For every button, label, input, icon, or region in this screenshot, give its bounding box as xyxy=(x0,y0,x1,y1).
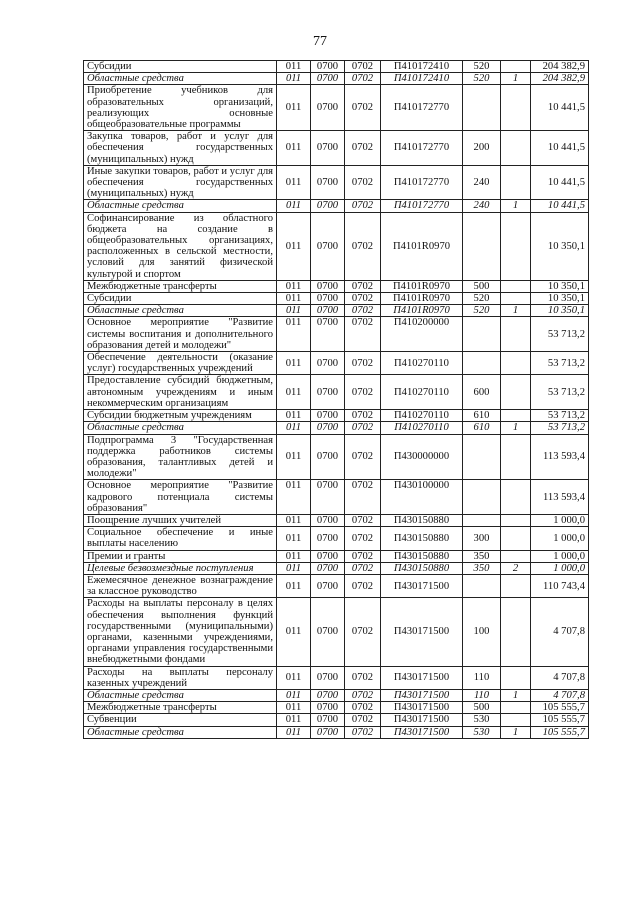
row-name: Основное мероприятие "Развитие системы воспитания и дополнительного образования детей и молодежи" xyxy=(84,317,277,352)
row-expense-type-code: 500 xyxy=(463,702,501,714)
table-row xyxy=(84,165,589,200)
row-amount: 10 350,1 xyxy=(531,305,589,317)
row-source-code: 1 xyxy=(501,200,531,212)
row-section-code: 0700 xyxy=(311,514,345,526)
row-subsection-code: 0702 xyxy=(345,73,381,85)
row-grbs-code: 011 xyxy=(277,61,311,73)
table-row xyxy=(84,666,589,689)
row-name: Субсидии xyxy=(84,293,277,305)
row-section-code: 0700 xyxy=(311,73,345,85)
table-row xyxy=(84,689,589,701)
row-target-article-code: П410172410 xyxy=(381,73,463,85)
row-source-code xyxy=(501,85,531,131)
row-source-code xyxy=(501,280,531,292)
row-source-code xyxy=(501,131,531,166)
row-source-code xyxy=(501,293,531,305)
row-target-article-code: П430171500 xyxy=(381,714,463,726)
row-subsection-code: 0702 xyxy=(345,305,381,317)
row-source-code: 1 xyxy=(501,73,531,85)
row-subsection-code: 0702 xyxy=(345,527,381,550)
table-row xyxy=(84,574,589,597)
table-row xyxy=(84,514,589,526)
row-grbs-code: 011 xyxy=(277,212,311,280)
row-source-code xyxy=(501,714,531,726)
row-subsection-code: 0702 xyxy=(345,726,381,738)
row-grbs-code: 011 xyxy=(277,514,311,526)
row-grbs-code: 011 xyxy=(277,165,311,200)
row-subsection-code: 0702 xyxy=(345,352,381,375)
row-target-article-code: П410172410 xyxy=(381,61,463,73)
row-section-code: 0700 xyxy=(311,410,345,422)
row-target-article-code: П4101R0970 xyxy=(381,305,463,317)
row-grbs-code: 011 xyxy=(277,410,311,422)
row-source-code xyxy=(501,165,531,200)
row-name: Областные средства xyxy=(84,73,277,85)
row-name: Основное мероприятие "Развитие кадрового потенциала системы образования" xyxy=(84,480,277,515)
row-name: Предоставление субсидий бюджетным, автономным учреждениям и иным некоммерческим организациям xyxy=(84,375,277,410)
row-grbs-code: 011 xyxy=(277,434,311,480)
row-name: Расходы на выплаты персоналу в целях обеспечения выполнения функций государственными (муниципальными) органами, казенными учреждениями, органами управления государственными внебюджетными фондами xyxy=(84,598,277,666)
row-expense-type-code: 520 xyxy=(463,73,501,85)
row-expense-type-code xyxy=(463,317,501,352)
row-grbs-code: 011 xyxy=(277,527,311,550)
row-subsection-code: 0702 xyxy=(345,598,381,666)
row-source-code xyxy=(501,410,531,422)
row-grbs-code: 011 xyxy=(277,73,311,85)
row-grbs-code: 011 xyxy=(277,422,311,434)
row-name: Межбюджетные трансферты xyxy=(84,702,277,714)
row-name: Социальное обеспечение и иные выплаты населению xyxy=(84,527,277,550)
row-expense-type-code: 350 xyxy=(463,550,501,562)
row-source-code xyxy=(501,598,531,666)
row-subsection-code: 0702 xyxy=(345,550,381,562)
table-row xyxy=(84,714,589,726)
row-amount: 105 555,7 xyxy=(531,702,589,714)
row-amount: 204 382,9 xyxy=(531,61,589,73)
table-row xyxy=(84,280,589,292)
row-expense-type-code: 300 xyxy=(463,527,501,550)
row-name: Областные средства xyxy=(84,689,277,701)
row-amount: 113 593,4 xyxy=(531,480,589,515)
row-name: Приобретение учебников для образовательных организаций, реализующих основные общеобразовательные программы xyxy=(84,85,277,131)
row-source-code xyxy=(501,666,531,689)
row-name: Субсидии xyxy=(84,61,277,73)
row-grbs-code: 011 xyxy=(277,550,311,562)
row-expense-type-code: 520 xyxy=(463,61,501,73)
table-row xyxy=(84,61,589,73)
row-name: Расходы на выплаты персоналу казенных учреждений xyxy=(84,666,277,689)
row-expense-type-code: 240 xyxy=(463,165,501,200)
row-target-article-code: П410270110 xyxy=(381,352,463,375)
row-grbs-code: 011 xyxy=(277,352,311,375)
row-source-code xyxy=(501,527,531,550)
row-target-article-code: П430171500 xyxy=(381,666,463,689)
row-amount: 53 713,2 xyxy=(531,352,589,375)
row-name: Подпрограмма 3 "Государственная поддержка работников системы образования, талантливых детей и молодежи" xyxy=(84,434,277,480)
row-expense-type-code: 240 xyxy=(463,200,501,212)
row-subsection-code: 0702 xyxy=(345,375,381,410)
row-target-article-code: П410270110 xyxy=(381,410,463,422)
row-subsection-code: 0702 xyxy=(345,212,381,280)
row-section-code: 0700 xyxy=(311,689,345,701)
table-row xyxy=(84,212,589,280)
row-amount: 10 350,1 xyxy=(531,212,589,280)
table-row xyxy=(84,293,589,305)
table-row xyxy=(84,726,589,738)
row-name: Софинансирование из областного бюджета на создание в общеобразовательных организациях, расположенных в сельской местности, условий для занятий физической культурой и спортом xyxy=(84,212,277,280)
row-expense-type-code: 530 xyxy=(463,726,501,738)
row-name: Областные средства xyxy=(84,422,277,434)
table-row xyxy=(84,527,589,550)
row-name: Областные средства xyxy=(84,305,277,317)
row-source-code xyxy=(501,514,531,526)
row-expense-type-code xyxy=(463,434,501,480)
row-grbs-code: 011 xyxy=(277,375,311,410)
row-grbs-code: 011 xyxy=(277,702,311,714)
row-target-article-code: П4101R0970 xyxy=(381,280,463,292)
row-amount: 10 441,5 xyxy=(531,131,589,166)
row-section-code: 0700 xyxy=(311,434,345,480)
table-row xyxy=(84,375,589,410)
row-name: Областные средства xyxy=(84,200,277,212)
row-grbs-code: 011 xyxy=(277,598,311,666)
row-amount: 113 593,4 xyxy=(531,434,589,480)
row-name: Поощрение лучших учителей xyxy=(84,514,277,526)
row-amount: 53 713,2 xyxy=(531,422,589,434)
row-expense-type-code: 610 xyxy=(463,410,501,422)
row-target-article-code: П430171500 xyxy=(381,598,463,666)
row-amount: 10 441,5 xyxy=(531,165,589,200)
row-target-article-code: П430000000 xyxy=(381,434,463,480)
row-amount: 110 743,4 xyxy=(531,574,589,597)
row-subsection-code: 0702 xyxy=(345,514,381,526)
table-row xyxy=(84,562,589,574)
row-grbs-code: 011 xyxy=(277,317,311,352)
row-subsection-code: 0702 xyxy=(345,480,381,515)
row-subsection-code: 0702 xyxy=(345,165,381,200)
row-name: Ежемесячное денежное вознаграждение за классное руководство xyxy=(84,574,277,597)
row-amount: 10 350,1 xyxy=(531,293,589,305)
row-name: Межбюджетные трансферты xyxy=(84,280,277,292)
row-name: Субсидии бюджетным учреждениям xyxy=(84,410,277,422)
row-subsection-code: 0702 xyxy=(345,131,381,166)
row-source-code: 1 xyxy=(501,726,531,738)
table-row xyxy=(84,85,589,131)
row-section-code: 0700 xyxy=(311,714,345,726)
row-expense-type-code: 600 xyxy=(463,375,501,410)
row-grbs-code: 011 xyxy=(277,666,311,689)
row-expense-type-code: 610 xyxy=(463,422,501,434)
page-number: 77 xyxy=(313,34,327,49)
row-source-code xyxy=(501,212,531,280)
row-target-article-code: П430150880 xyxy=(381,562,463,574)
row-expense-type-code xyxy=(463,352,501,375)
row-section-code: 0700 xyxy=(311,131,345,166)
row-amount: 53 713,2 xyxy=(531,375,589,410)
row-amount: 53 713,2 xyxy=(531,317,589,352)
row-expense-type-code: 110 xyxy=(463,666,501,689)
row-name: Премии и гранты xyxy=(84,550,277,562)
row-amount: 105 555,7 xyxy=(531,714,589,726)
row-target-article-code: П430100000 xyxy=(381,480,463,515)
row-subsection-code: 0702 xyxy=(345,714,381,726)
row-section-code: 0700 xyxy=(311,422,345,434)
row-expense-type-code xyxy=(463,574,501,597)
row-section-code: 0700 xyxy=(311,212,345,280)
row-section-code: 0700 xyxy=(311,61,345,73)
table-row xyxy=(84,598,589,666)
row-subsection-code: 0702 xyxy=(345,280,381,292)
row-grbs-code: 011 xyxy=(277,85,311,131)
row-source-code xyxy=(501,317,531,352)
row-grbs-code: 011 xyxy=(277,200,311,212)
row-amount: 10 441,5 xyxy=(531,200,589,212)
row-source-code xyxy=(501,434,531,480)
row-name: Областные средства xyxy=(84,726,277,738)
row-target-article-code: П4101R0970 xyxy=(381,293,463,305)
row-section-code: 0700 xyxy=(311,574,345,597)
row-target-article-code: П410172770 xyxy=(381,200,463,212)
row-name: Обеспечение деятельности (оказание услуг) государственных учреждений xyxy=(84,352,277,375)
row-expense-type-code: 530 xyxy=(463,714,501,726)
row-target-article-code: П4101R0970 xyxy=(381,212,463,280)
row-section-code: 0700 xyxy=(311,527,345,550)
table-row xyxy=(84,317,589,352)
row-section-code: 0700 xyxy=(311,165,345,200)
row-target-article-code: П410172770 xyxy=(381,131,463,166)
row-amount: 10 350,1 xyxy=(531,280,589,292)
row-amount: 204 382,9 xyxy=(531,73,589,85)
row-subsection-code: 0702 xyxy=(345,562,381,574)
row-section-code: 0700 xyxy=(311,293,345,305)
row-expense-type-code: 110 xyxy=(463,689,501,701)
row-grbs-code: 011 xyxy=(277,305,311,317)
row-grbs-code: 011 xyxy=(277,689,311,701)
row-section-code: 0700 xyxy=(311,305,345,317)
row-section-code: 0700 xyxy=(311,726,345,738)
table-row xyxy=(84,702,589,714)
row-section-code: 0700 xyxy=(311,317,345,352)
row-name: Целевые безвозмездные поступления xyxy=(84,562,277,574)
row-subsection-code: 0702 xyxy=(345,422,381,434)
row-source-code xyxy=(501,352,531,375)
row-grbs-code: 011 xyxy=(277,574,311,597)
row-amount: 1 000,0 xyxy=(531,562,589,574)
row-section-code: 0700 xyxy=(311,352,345,375)
row-subsection-code: 0702 xyxy=(345,85,381,131)
row-grbs-code: 011 xyxy=(277,280,311,292)
row-grbs-code: 011 xyxy=(277,131,311,166)
row-expense-type-code xyxy=(463,85,501,131)
row-expense-type-code: 350 xyxy=(463,562,501,574)
row-amount: 4 707,8 xyxy=(531,689,589,701)
row-amount: 105 555,7 xyxy=(531,726,589,738)
row-subsection-code: 0702 xyxy=(345,666,381,689)
row-grbs-code: 011 xyxy=(277,726,311,738)
row-section-code: 0700 xyxy=(311,562,345,574)
row-section-code: 0700 xyxy=(311,598,345,666)
row-grbs-code: 011 xyxy=(277,293,311,305)
row-amount: 1 000,0 xyxy=(531,514,589,526)
row-subsection-code: 0702 xyxy=(345,293,381,305)
row-subsection-code: 0702 xyxy=(345,574,381,597)
row-grbs-code: 011 xyxy=(277,480,311,515)
row-source-code xyxy=(501,702,531,714)
table-row xyxy=(84,422,589,434)
row-expense-type-code: 520 xyxy=(463,305,501,317)
table-row xyxy=(84,73,589,85)
table-row xyxy=(84,305,589,317)
row-section-code: 0700 xyxy=(311,550,345,562)
row-target-article-code: П430150880 xyxy=(381,514,463,526)
row-target-article-code: П410270110 xyxy=(381,375,463,410)
row-source-code xyxy=(501,550,531,562)
table-row xyxy=(84,131,589,166)
table-row xyxy=(84,410,589,422)
row-source-code xyxy=(501,574,531,597)
row-source-code xyxy=(501,375,531,410)
row-grbs-code: 011 xyxy=(277,714,311,726)
row-section-code: 0700 xyxy=(311,702,345,714)
table-row xyxy=(84,200,589,212)
row-subsection-code: 0702 xyxy=(345,410,381,422)
row-section-code: 0700 xyxy=(311,375,345,410)
row-subsection-code: 0702 xyxy=(345,702,381,714)
row-source-code xyxy=(501,480,531,515)
row-target-article-code: П430171500 xyxy=(381,726,463,738)
row-target-article-code: П410172770 xyxy=(381,165,463,200)
row-name: Закупка товаров, работ и услуг для обеспечения государственных (муниципальных) нужд xyxy=(84,131,277,166)
row-expense-type-code xyxy=(463,212,501,280)
row-subsection-code: 0702 xyxy=(345,61,381,73)
row-source-code xyxy=(501,61,531,73)
row-section-code: 0700 xyxy=(311,280,345,292)
row-amount: 4 707,8 xyxy=(531,598,589,666)
table-row xyxy=(84,352,589,375)
row-expense-type-code: 100 xyxy=(463,598,501,666)
row-source-code: 2 xyxy=(501,562,531,574)
row-amount: 4 707,8 xyxy=(531,666,589,689)
table-row xyxy=(84,480,589,515)
row-source-code: 1 xyxy=(501,305,531,317)
row-amount: 53 713,2 xyxy=(531,410,589,422)
row-target-article-code: П410200000 xyxy=(381,317,463,352)
row-target-article-code: П430150880 xyxy=(381,550,463,562)
row-amount: 1 000,0 xyxy=(531,550,589,562)
row-target-article-code: П430171500 xyxy=(381,689,463,701)
row-amount: 1 000,0 xyxy=(531,527,589,550)
row-target-article-code: П430150880 xyxy=(381,527,463,550)
row-expense-type-code xyxy=(463,514,501,526)
budget-table xyxy=(83,60,589,739)
row-subsection-code: 0702 xyxy=(345,317,381,352)
row-source-code: 1 xyxy=(501,422,531,434)
row-amount: 10 441,5 xyxy=(531,85,589,131)
row-expense-type-code xyxy=(463,480,501,515)
row-target-article-code: П410172770 xyxy=(381,85,463,131)
row-subsection-code: 0702 xyxy=(345,434,381,480)
row-target-article-code: П430171500 xyxy=(381,702,463,714)
row-name: Иные закупки товаров, работ и услуг для обеспечения государственных (муниципальных) нужд xyxy=(84,165,277,200)
row-subsection-code: 0702 xyxy=(345,689,381,701)
table-row xyxy=(84,550,589,562)
row-expense-type-code: 520 xyxy=(463,293,501,305)
row-name: Субвенции xyxy=(84,714,277,726)
row-grbs-code: 011 xyxy=(277,562,311,574)
table-row xyxy=(84,434,589,480)
row-section-code: 0700 xyxy=(311,85,345,131)
row-section-code: 0700 xyxy=(311,666,345,689)
row-expense-type-code: 200 xyxy=(463,131,501,166)
row-target-article-code: П430171500 xyxy=(381,574,463,597)
row-target-article-code: П410270110 xyxy=(381,422,463,434)
row-section-code: 0700 xyxy=(311,200,345,212)
row-expense-type-code: 500 xyxy=(463,280,501,292)
row-source-code: 1 xyxy=(501,689,531,701)
row-section-code: 0700 xyxy=(311,480,345,515)
row-subsection-code: 0702 xyxy=(345,200,381,212)
